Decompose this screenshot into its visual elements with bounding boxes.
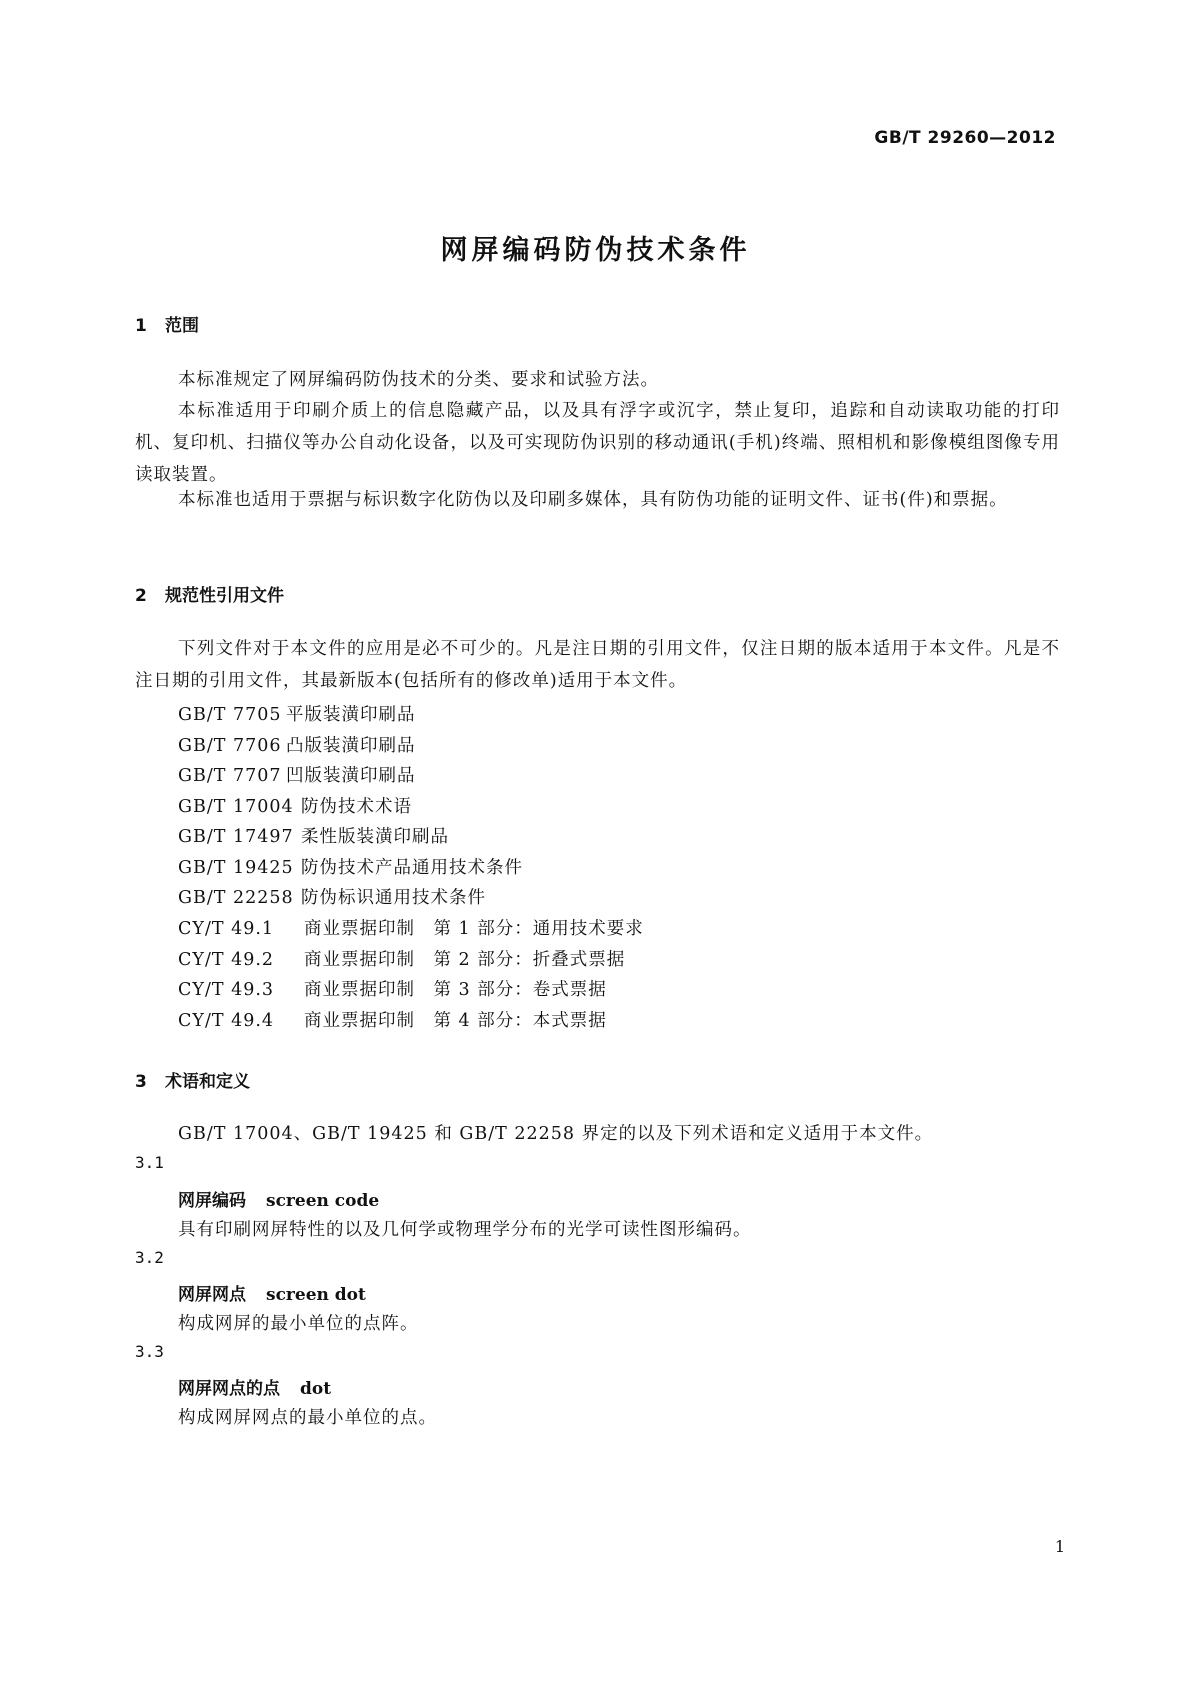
section-1-heading bbox=[135, 311, 199, 336]
reference-item bbox=[178, 823, 449, 848]
paragraph: 下列文件对于本文件的应用是必不可少的。凡是注日期的引用文件，仅注日期的版本适用于本文件。凡是不注日期的引用文件，其最新版本(包括所有的修改单)适用于本文件。 bbox=[135, 639, 1060, 691]
reference-item bbox=[178, 854, 523, 879]
reference-title: 平版装潢印刷品 bbox=[286, 705, 416, 725]
section-number: 1 bbox=[135, 316, 147, 336]
reference-item bbox=[178, 701, 416, 726]
reference-item bbox=[178, 884, 486, 909]
document-title: 网屏编码防伪技术条件 bbox=[440, 235, 751, 266]
term-definition: 构成网屏的最小单位的点阵。 bbox=[178, 1314, 419, 1334]
reference-code: CY/T 49.2 bbox=[178, 950, 275, 970]
term-zh: 网屏网点 bbox=[178, 1285, 246, 1305]
reference-code: CY/T 49.3 bbox=[178, 980, 275, 1000]
term-entry bbox=[178, 1186, 379, 1211]
reference-code: CY/T 49.1 bbox=[178, 919, 275, 939]
section-number: 3 bbox=[135, 1072, 147, 1092]
reference-title: 凸版装潢印刷品 bbox=[286, 736, 416, 756]
reference-title: 防伪技术产品通用技术条件 bbox=[301, 858, 523, 878]
reference-code: GB/T 19425 bbox=[178, 858, 294, 878]
section-title: 范围 bbox=[165, 316, 199, 336]
reference-title: 商业票据印制 第 3 部分：卷式票据 bbox=[304, 980, 607, 1000]
term-zh: 网屏网点的点 bbox=[178, 1379, 280, 1399]
section-3-heading bbox=[135, 1067, 250, 1092]
reference-item bbox=[178, 762, 416, 787]
reference-code: GB/T 17004 bbox=[178, 797, 294, 817]
paragraph: 本标准规定了网屏编码防伪技术的分类、要求和试验方法。 bbox=[178, 370, 659, 390]
clause-number: 3.2 bbox=[135, 1248, 164, 1267]
reference-title: 商业票据印制 第 4 部分：本式票据 bbox=[304, 1011, 607, 1031]
reference-code: GB/T 7707 bbox=[178, 766, 282, 786]
reference-code: GB/T 17497 bbox=[178, 827, 294, 847]
reference-title: 商业票据印制 第 2 部分：折叠式票据 bbox=[304, 950, 626, 970]
term-en: dot bbox=[300, 1379, 332, 1399]
reference-item bbox=[178, 915, 644, 940]
term-zh: 网屏编码 bbox=[178, 1191, 246, 1211]
reference-code: GB/T 22258 bbox=[178, 888, 294, 908]
reference-item bbox=[178, 946, 625, 971]
section-title: 规范性引用文件 bbox=[165, 586, 284, 606]
reference-code: GB/T 7706 bbox=[178, 736, 282, 756]
paragraph: 本标准适用于印刷介质上的信息隐藏产品，以及具有浮字或沉字，禁止复印，追踪和自动读取功能的打印机、复印机、扫描仪等办公自动化设备，以及可实现防伪识别的移动通讯(手机)终端、照相机和影像模组图像专用读取装置。 bbox=[135, 401, 1060, 485]
reference-item bbox=[178, 732, 416, 757]
reference-item bbox=[178, 1007, 607, 1032]
reference-title: 商业票据印制 第 1 部分：通用技术要求 bbox=[304, 919, 644, 939]
reference-title: 防伪技术术语 bbox=[301, 797, 412, 817]
section-2-heading bbox=[135, 581, 284, 606]
reference-title: 凹版装潢印刷品 bbox=[286, 766, 416, 786]
term-definition: 具有印刷网屏特性的以及几何学或物理学分布的光学可读性图形编码。 bbox=[178, 1220, 752, 1240]
clause-number: 3.1 bbox=[135, 1153, 164, 1172]
page-number: 1 bbox=[1054, 1537, 1065, 1556]
term-en: screen dot bbox=[266, 1285, 366, 1305]
reference-title: 柔性版装潢印刷品 bbox=[301, 827, 449, 847]
term-entry bbox=[178, 1280, 366, 1305]
reference-item bbox=[178, 976, 607, 1001]
paragraph: GB/T 17004、GB/T 19425 和 GB/T 22258 界定的以及下列术语和定义适用于本文件。 bbox=[178, 1124, 934, 1144]
reference-code: GB/T 7705 bbox=[178, 705, 282, 725]
term-entry bbox=[178, 1374, 331, 1399]
reference-title: 防伪标识通用技术条件 bbox=[301, 888, 486, 908]
clause-number: 3.3 bbox=[135, 1342, 164, 1361]
reference-item bbox=[178, 793, 412, 818]
section-title: 术语和定义 bbox=[165, 1072, 250, 1092]
term-en: screen code bbox=[266, 1191, 380, 1211]
term-definition: 构成网屏网点的最小单位的点。 bbox=[178, 1408, 437, 1428]
section-number: 2 bbox=[135, 586, 147, 606]
paragraph: 本标准也适用于票据与标识数字化防伪以及印刷多媒体，具有防伪功能的证明文件、证书(件)和票据。 bbox=[178, 490, 1008, 510]
reference-code: CY/T 49.4 bbox=[178, 1011, 275, 1031]
standard-code: GB/T 29260—2012 bbox=[874, 128, 1056, 148]
